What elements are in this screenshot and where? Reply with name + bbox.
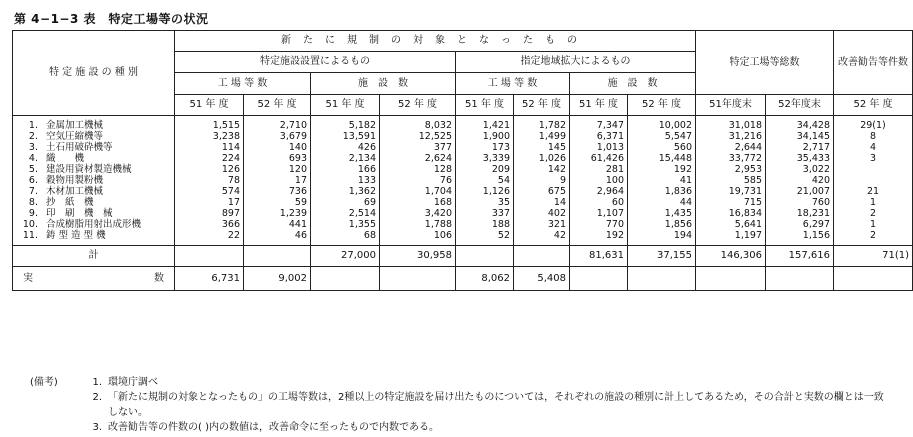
- cell-s51: 69: [311, 197, 380, 208]
- cell-as51: 61,426: [570, 153, 628, 164]
- cell-as52: 560: [628, 142, 696, 153]
- cell-af52: 142: [514, 164, 570, 175]
- cell-af51: 188: [456, 219, 514, 230]
- cell-as51: 100: [570, 175, 628, 186]
- actual-label-b: 数: [154, 272, 164, 284]
- row-facility-name: [13, 131, 175, 142]
- cell-af52: 14: [514, 197, 570, 208]
- cell-t52: 1,156: [766, 230, 834, 246]
- cell-f52: 441: [244, 219, 311, 230]
- row-number: 5.: [28, 164, 38, 175]
- cell-t51: 2,644: [696, 142, 766, 153]
- header-y52: 52 年 度: [628, 95, 696, 116]
- cell-t52: 18,231: [766, 208, 834, 219]
- cell-as52: 5,547: [628, 131, 696, 142]
- cell-as52: 1,856: [628, 219, 696, 230]
- cell-as52: 1,435: [628, 208, 696, 219]
- cell-as51: 2,964: [570, 186, 628, 197]
- actual-cell: [766, 267, 834, 291]
- cell-s51: 166: [311, 164, 380, 175]
- actual-label-a: 実: [23, 272, 33, 284]
- header-total-factories: 特定工場等総数: [696, 31, 834, 95]
- header-facility-type: 特 定 施 設 の 種 別: [13, 31, 175, 116]
- facility-status-table: [12, 30, 913, 291]
- row-number: 9.: [28, 208, 38, 219]
- total-cell: 37,155: [628, 246, 696, 267]
- cell-af52: 321: [514, 219, 570, 230]
- header-factories-b: 工 場 等 数: [456, 73, 570, 95]
- row-number: 6.: [28, 175, 38, 186]
- cell-t52: 6,297: [766, 219, 834, 230]
- cell-t51: 2,953: [696, 164, 766, 175]
- actual-cell: [311, 267, 380, 291]
- total-cell: [244, 246, 311, 267]
- actual-cell: [380, 267, 456, 291]
- cell-as52: 1,836: [628, 186, 696, 197]
- cell-af52: 675: [514, 186, 570, 197]
- header-y52-end: 52年度末: [766, 95, 834, 116]
- row-facility-name: [13, 219, 175, 230]
- header-y52: 52 年 度: [834, 95, 913, 116]
- header-factories-a: 工 場 等 数: [175, 73, 311, 95]
- cell-s51: 5,182: [311, 116, 380, 132]
- cell-af51: 1,126: [456, 186, 514, 197]
- total-cell: 71(1): [834, 246, 913, 267]
- cell-rec: 29(1): [834, 116, 913, 132]
- total-cell: [456, 246, 514, 267]
- cell-f52: 46: [244, 230, 311, 246]
- cell-t51: 31,216: [696, 131, 766, 142]
- cell-as51: 6,371: [570, 131, 628, 142]
- cell-as52: 44: [628, 197, 696, 208]
- cell-af52: 145: [514, 142, 570, 153]
- cell-f52: 736: [244, 186, 311, 197]
- table-row: [13, 175, 913, 186]
- cell-as51: 1,107: [570, 208, 628, 219]
- cell-s52: 8,032: [380, 116, 456, 132]
- cell-t52: 21,007: [766, 186, 834, 197]
- cell-as52: 192: [628, 164, 696, 175]
- row-name: 穀物用製粉機: [46, 175, 104, 186]
- cell-as51: 192: [570, 230, 628, 246]
- cell-af51: 1,900: [456, 131, 514, 142]
- cell-s52: 12,525: [380, 131, 456, 142]
- cell-f51: 366: [175, 219, 244, 230]
- cell-s51: 68: [311, 230, 380, 246]
- row-name: 空気圧縮機等: [46, 131, 104, 142]
- actual-cell: [628, 267, 696, 291]
- cell-as52: 41: [628, 175, 696, 186]
- cell-as51: 7,347: [570, 116, 628, 132]
- cell-f52: 120: [244, 164, 311, 175]
- row-name: 合成樹脂用射出成形機: [46, 219, 142, 230]
- cell-s52: 106: [380, 230, 456, 246]
- row-facility-name: [13, 164, 175, 175]
- cell-f51: 78: [175, 175, 244, 186]
- row-facility-name: [13, 142, 175, 153]
- cell-af51: 3,339: [456, 153, 514, 164]
- cell-af51: 1,421: [456, 116, 514, 132]
- cell-t52: 35,433: [766, 153, 834, 164]
- total-cell: [175, 246, 244, 267]
- cell-rec: [834, 175, 913, 186]
- header-by-area: 指定地域拡大によるもの: [456, 52, 696, 73]
- cell-as52: 194: [628, 230, 696, 246]
- note-text: 改善勧告等の件数の( )内の数値は，改善命令に至ったもので内数である。: [108, 422, 439, 433]
- row-facility-name: [13, 153, 175, 164]
- row-facility-name: [13, 230, 175, 246]
- row-name: 鋳 型 造 型 機: [46, 230, 106, 241]
- table-row: [13, 153, 913, 164]
- cell-af52: 1,782: [514, 116, 570, 132]
- row-name: 建設用資材製造機械: [46, 164, 132, 175]
- cell-as52: 15,448: [628, 153, 696, 164]
- header-y52: 52 年 度: [514, 95, 570, 116]
- header-facilities-b: 施 設 数: [570, 73, 696, 95]
- cell-af52: 1,026: [514, 153, 570, 164]
- note-number: 1.: [92, 377, 102, 388]
- cell-f51: 897: [175, 208, 244, 219]
- total-cell: [514, 246, 570, 267]
- cell-f52: 693: [244, 153, 311, 164]
- cell-s51: 2,134: [311, 153, 380, 164]
- header-by-facility: 特定施設設置によるもの: [175, 52, 456, 73]
- row-name: 木材加工機械: [46, 186, 104, 197]
- row-number: 4.: [28, 153, 38, 164]
- cell-f52: 3,679: [244, 131, 311, 142]
- row-facility-name: [13, 175, 175, 186]
- cell-t51: 715: [696, 197, 766, 208]
- cell-s52: 377: [380, 142, 456, 153]
- row-name: 印 刷 機 械: [46, 208, 113, 219]
- cell-rec: 1: [834, 219, 913, 230]
- cell-t52: 2,717: [766, 142, 834, 153]
- cell-af51: 54: [456, 175, 514, 186]
- cell-af51: 52: [456, 230, 514, 246]
- cell-rec: 2: [834, 230, 913, 246]
- total-cell: 30,958: [380, 246, 456, 267]
- cell-f52: 17: [244, 175, 311, 186]
- cell-af51: 209: [456, 164, 514, 175]
- actual-cell: [696, 267, 766, 291]
- row-facility-name: [13, 116, 175, 132]
- table-row: [13, 230, 913, 246]
- cell-rec: 2: [834, 208, 913, 219]
- total-label: 計: [13, 246, 175, 267]
- cell-af52: 1,499: [514, 131, 570, 142]
- cell-f51: 22: [175, 230, 244, 246]
- cell-f51: 1,515: [175, 116, 244, 132]
- cell-f52: 1,239: [244, 208, 311, 219]
- cell-f51: 114: [175, 142, 244, 153]
- cell-f52: 2,710: [244, 116, 311, 132]
- note-text: 環境庁調べ: [108, 377, 158, 388]
- cell-t51: 585: [696, 175, 766, 186]
- cell-af51: 35: [456, 197, 514, 208]
- cell-af51: 337: [456, 208, 514, 219]
- table-row: [13, 164, 913, 175]
- cell-f52: 140: [244, 142, 311, 153]
- cell-f51: 17: [175, 197, 244, 208]
- cell-as51: 281: [570, 164, 628, 175]
- header-y51: 51 年 度: [456, 95, 514, 116]
- total-cell: 81,631: [570, 246, 628, 267]
- notes-label: (備考): [30, 377, 58, 388]
- cell-s51: 2,514: [311, 208, 380, 219]
- total-cell: 27,000: [311, 246, 380, 267]
- row-number: 1.: [28, 120, 38, 131]
- row-number: 3.: [28, 142, 38, 153]
- cell-rec: [834, 164, 913, 175]
- cell-s52: 3,420: [380, 208, 456, 219]
- cell-t51: 31,018: [696, 116, 766, 132]
- cell-t52: 420: [766, 175, 834, 186]
- cell-rec: 3: [834, 153, 913, 164]
- table-row: [13, 208, 913, 219]
- cell-s52: 168: [380, 197, 456, 208]
- header-y51: 51 年 度: [311, 95, 380, 116]
- cell-s51: 1,362: [311, 186, 380, 197]
- cell-as51: 1,013: [570, 142, 628, 153]
- header-y51: 51 年 度: [175, 95, 244, 116]
- cell-s52: 1,788: [380, 219, 456, 230]
- cell-as51: 60: [570, 197, 628, 208]
- cell-t52: 34,428: [766, 116, 834, 132]
- note-number: 2.: [92, 392, 102, 403]
- cell-s52: 2,624: [380, 153, 456, 164]
- cell-f52: 59: [244, 197, 311, 208]
- header-facilities-a: 施 設 数: [311, 73, 456, 95]
- cell-f51: 126: [175, 164, 244, 175]
- cell-t52: 760: [766, 197, 834, 208]
- cell-s51: 1,355: [311, 219, 380, 230]
- note-text: 「新たに規制の対象となったもの」の工場等数は，2種以上の特定施設を届け出たものについては，それぞれの施設の種別に計上してあるため，その合計と実数の欄とは一致しない。: [108, 392, 884, 418]
- table-row: [13, 142, 913, 153]
- cell-t51: 5,641: [696, 219, 766, 230]
- cell-t52: 3,022: [766, 164, 834, 175]
- cell-af52: 9: [514, 175, 570, 186]
- cell-t51: 16,834: [696, 208, 766, 219]
- table-row: [13, 116, 913, 132]
- row-number: 7.: [28, 186, 38, 197]
- row-facility-name: [13, 186, 175, 197]
- cell-t52: 34,145: [766, 131, 834, 142]
- note-number: 3.: [92, 422, 102, 433]
- notes: [30, 375, 888, 435]
- actual-cell: 9,002: [244, 267, 311, 291]
- header-y51: 51 年 度: [570, 95, 628, 116]
- cell-t51: 33,772: [696, 153, 766, 164]
- header-y51-end: 51年度末: [696, 95, 766, 116]
- table-row: [13, 219, 913, 230]
- cell-s51: 133: [311, 175, 380, 186]
- table-row: [13, 131, 913, 142]
- total-cell: 146,306: [696, 246, 766, 267]
- table-title: 第 4−1−3 表 特定工場等の状況: [14, 12, 209, 26]
- cell-t51: 1,197: [696, 230, 766, 246]
- cell-s52: 1,704: [380, 186, 456, 197]
- row-number: 2.: [28, 131, 38, 142]
- row-number: 10.: [22, 219, 38, 230]
- table-row: [13, 186, 913, 197]
- cell-f51: 3,238: [175, 131, 244, 142]
- header-y52: 52 年 度: [244, 95, 311, 116]
- actual-cell: 5,408: [514, 267, 570, 291]
- actual-cell: 6,731: [175, 267, 244, 291]
- row-facility-name: [13, 197, 175, 208]
- row-name: 土石用破砕機等: [46, 142, 113, 153]
- total-cell: 157,616: [766, 246, 834, 267]
- actual-cell: [834, 267, 913, 291]
- cell-rec: 4: [834, 142, 913, 153]
- cell-s51: 426: [311, 142, 380, 153]
- cell-rec: 1: [834, 197, 913, 208]
- cell-t51: 19,731: [696, 186, 766, 197]
- actual-cell: 8,062: [456, 267, 514, 291]
- row-number: 8.: [28, 197, 38, 208]
- cell-as52: 10,002: [628, 116, 696, 132]
- row-name: 金属加工機械: [46, 120, 104, 131]
- cell-f51: 574: [175, 186, 244, 197]
- cell-rec: 8: [834, 131, 913, 142]
- cell-s51: 13,591: [311, 131, 380, 142]
- cell-s52: 76: [380, 175, 456, 186]
- header-recommendations: 改善勧告等件数: [834, 31, 913, 95]
- cell-s52: 128: [380, 164, 456, 175]
- row-number: 11.: [22, 230, 38, 241]
- header-y52: 52 年 度: [380, 95, 456, 116]
- cell-rec: 21: [834, 186, 913, 197]
- row-name: 抄 紙 機: [46, 197, 94, 208]
- row-facility-name: [13, 208, 175, 219]
- table-row: [13, 197, 913, 208]
- header-new-target: 新たに規制の対象となったもの: [175, 31, 696, 52]
- actual-label: [13, 267, 175, 291]
- cell-as51: 770: [570, 219, 628, 230]
- cell-af52: 402: [514, 208, 570, 219]
- actual-cell: [570, 267, 628, 291]
- cell-af52: 42: [514, 230, 570, 246]
- row-name: 織 機: [46, 153, 85, 164]
- cell-af51: 173: [456, 142, 514, 153]
- cell-f51: 224: [175, 153, 244, 164]
